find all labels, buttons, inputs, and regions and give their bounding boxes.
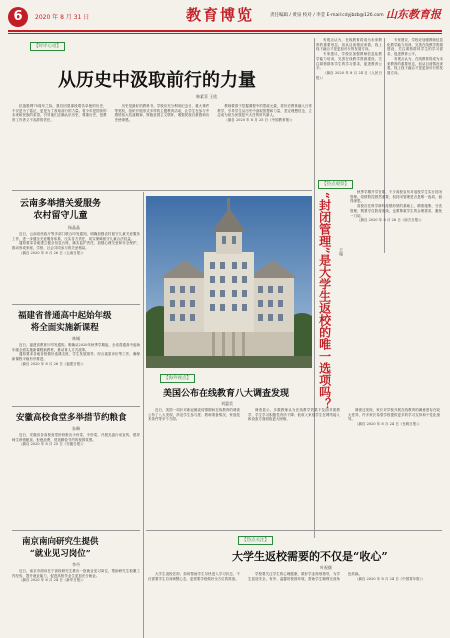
item-body <box>12 232 140 302</box>
right-top-source: （摘自 2020 年 8 月 24 日《人民日报》） <box>316 70 382 80</box>
item-source: （摘自 2020 年 8 月 26 日《云南日报》） <box>19 250 86 255</box>
item-body <box>12 343 140 405</box>
lead-source: （摘自 2020 年 8 月 25 日《中国教育报》） <box>224 118 295 123</box>
issue-date: 2020 年 8 月 31 日 <box>35 14 90 21</box>
feature-paragraph: 调查显示，多数教师认为在线教学效果不及面对面教学，学生学习积极性有所下降；低收入家庭学生在网络接入和设备方面面临更大困难。 <box>248 408 340 422</box>
feature-paragraph: 近日，美国一项针对新冠肺炎疫情期间在线教育的调查公布了八大发现，涉及学生参与度、教师准备情况、家庭技术条件等多个方面。 <box>148 408 240 422</box>
bottom-source: （摘自 2020 年 8 月 24 日《中国青年报》） <box>355 576 426 581</box>
item-divider <box>12 304 140 305</box>
item-title-line: 福建省普通高中起始年级 <box>18 311 112 321</box>
opinion-headline: “封闭管理”是大学生返校的唯一选项吗？ <box>317 192 332 410</box>
bottom-tag: 【热点关注】 <box>238 536 273 545</box>
opinion-byline: 王瑞 <box>339 248 344 256</box>
column-divider <box>143 192 144 638</box>
item-title-line: 农村留守儿童 <box>33 211 88 221</box>
lead-body <box>12 104 312 188</box>
lead-paragraph: 历史是最好的教科书。学校应充分利用纪念日、重大事件等契机，组织开展形式多样的主题教育活动，让学生在参与中感悟伟大抗战精神，厚植爱国主义情怀，增强民族自豪感和历史使命感。 <box>114 104 210 123</box>
right-top-body-2 <box>387 38 443 173</box>
header-rule-thin <box>8 33 442 34</box>
item-title <box>20 198 101 222</box>
item-paragraph: 近日，安徽省各高校食堂纷纷推出小份菜、半份菜，开展光盘行动宣传，倡导师生珍惜粮食、拒绝浪费，营造勤俭节约的校园氛围。 <box>12 433 140 442</box>
feature-paragraph: 调查还发现，家长对学校开展在线教育的满意度存在较大差异，许多家长希望学校提供更多的学习支持和个性化指导。 <box>348 408 440 422</box>
right-top-body <box>316 38 382 173</box>
item-title <box>16 412 127 424</box>
item-byline: 李丹 <box>72 562 80 567</box>
item-paragraph: 近日，云南省民政厅等多部门联合印发通知，明确加强农村留守儿童关爱服务工作，进一步健全关爱服务体系，压实各方责任，切实保障留守儿童合法权益。 <box>12 232 140 241</box>
item-byline: 朱琳 <box>72 426 80 431</box>
bottom-byline: 叶祝颐 <box>320 565 332 570</box>
item-divider <box>12 406 140 407</box>
bottom-headline: 大学生返校需要的不仅是“收心” <box>232 550 388 563</box>
opinion-source: （摘自 2020 年 8 月 26 日《南方日报》） <box>357 218 424 223</box>
feature-headline: 美国公布在线教育八大调查发现 <box>163 389 290 399</box>
item-title <box>22 536 99 560</box>
item-source: （摘自 2020 年 8 月 24 日《新华日报》） <box>19 578 86 583</box>
section-divider <box>12 190 312 191</box>
item-source: （摘自 2020 年 8 月 26 日《福建日报》） <box>19 361 86 366</box>
building-illustration <box>146 196 312 368</box>
item-paragraph: 通知要求各地各校做好选课走班、学生发展指导、综合素质评价等工作，确保新课程平稳有序推进。 <box>12 352 140 362</box>
item-source: （摘自 2020 年 8 月 25 日《安徽日报》） <box>19 442 86 447</box>
feature-byline: 刘惠美 <box>221 401 233 406</box>
item-title-line: 云南多举措关爱服务 <box>20 199 102 209</box>
section-title: 教育博览 <box>186 6 255 24</box>
feature-source: （摘自 2020 年 8 月 24 日《光明日报》） <box>355 422 422 427</box>
item-title-line: 南京南向研究生提供 <box>22 537 99 547</box>
opinion-tag: 【热点观察】 <box>318 180 353 189</box>
opinion-paragraph: 高校应在科学研判疫情形势的基础上，精准施策、分类管理，既要守住防疫底线，也要尊重学生的合理需求，避免一刀切。 <box>350 204 442 218</box>
page-number: 6 <box>8 7 28 27</box>
item-body <box>12 433 140 495</box>
right-top-paragraph: 专家建议，学校应加强教师信息化教学能力培训，完善在线教学资源建设，关注弱势群体学生的学习需求，促进教育公平。 <box>316 52 382 71</box>
opinion-paragraph: 秋季学期开学在即，不少高校宣布对返校学生实行封闭管理。疫情防控固然重要，但封闭管理是否是唯一选项，值得深思。 <box>350 190 442 204</box>
lead-paragraph: 教师要善于挖掘课程中的思政元素，将历史教育融入日常教学，引导学生从历史中汲取智慧和力量，坚定理想信念，立志成为担当民族复兴大任的时代新人。 <box>217 104 312 118</box>
item-byline: 林城 <box>72 336 80 341</box>
lead-paragraph: 抗战胜利75周年之际，我们回望那段艰苦卓绝的历史，不仅是为了铭记，更是为了汲取前行的力量。青少年是国家的未来和民族的希望，引导他们正确认识历史、尊重历史，是教育工作者义不容辞的责任。 <box>12 104 107 123</box>
item-paragraph: 近日，南京市面向在宁高校研究生推出一批就业见习岗位，帮助研究生积累工作经验，提升就业能力，促进高校毕业生更加充分就业。 <box>12 569 140 578</box>
item-paragraph: 近日，福建省教育厅印发通知，明确从2020年秋季学期起，全省普通高中起始年级全面实施新课程新教材，推动育人方式改革。 <box>12 343 140 352</box>
header-rule <box>8 30 442 32</box>
feature-tag: 【海外视点】 <box>160 374 195 383</box>
right-top-paragraph: 专家建议，学校应加强教师信息化教学能力培训，完善在线教学资源建设，关注弱势群体学生的学习需求，促进教育公平。 <box>387 38 443 57</box>
bottom-paragraph: 大学生返校在即，如何帮助学生尽快进入学习状态，不仅需要学生自身调整心态，更需要学校做好全方位的准备。 <box>148 572 240 581</box>
item-byline: 杨晶晶 <box>68 225 80 230</box>
opinion-body <box>350 190 442 490</box>
item-paragraph: 通知要求各地建立健全信息台账，落实监护责任，加强心理关爱和安全保护，推动形成家庭、学校、社会共同参与的关爱格局。 <box>12 241 140 251</box>
lead-byline: 韩素菲 王欣 <box>196 94 218 99</box>
paper-logo: 山东教育报 <box>386 8 441 21</box>
right-top-paragraph: 有观点认为，在线教育将成为未来教育的重要形态，但从目前情况来看，线上线下融合才是更加可行的发展方向。 <box>387 56 443 75</box>
item-title-line: “就业见习岗位” <box>29 549 91 559</box>
bottom-body <box>148 572 440 632</box>
item-divider <box>12 530 140 531</box>
item-title-line: 将全面实施新课程 <box>30 323 99 333</box>
editor-line: 责任编辑 / 黄泉 校对 / 李莹 E-mail:cdyjbzb@126.com <box>270 13 384 18</box>
right-top-paragraph: 有观点认为，在线教育将成为未来教育的重要形态，但从目前情况来看，线上线下融合才是更加可行的发展方向。 <box>316 38 382 52</box>
item-body <box>12 569 140 631</box>
masthead <box>8 5 442 29</box>
bottom-paragraph: 学校要关注学生的心理健康，做好学业规划指导，为学生创造安全、有序、温馨的校园环境，帮助学生顺利完成角色转换。 <box>248 572 362 581</box>
university-building-photo <box>146 196 312 368</box>
lead-headline: 从历史中汲取前行的力量 <box>58 70 256 91</box>
item-title <box>18 310 112 334</box>
item-title-line: 安徽高校食堂多举措节约粮食 <box>16 413 127 423</box>
lead-tag: 【时评心语】 <box>30 42 65 51</box>
section-divider <box>146 530 442 531</box>
